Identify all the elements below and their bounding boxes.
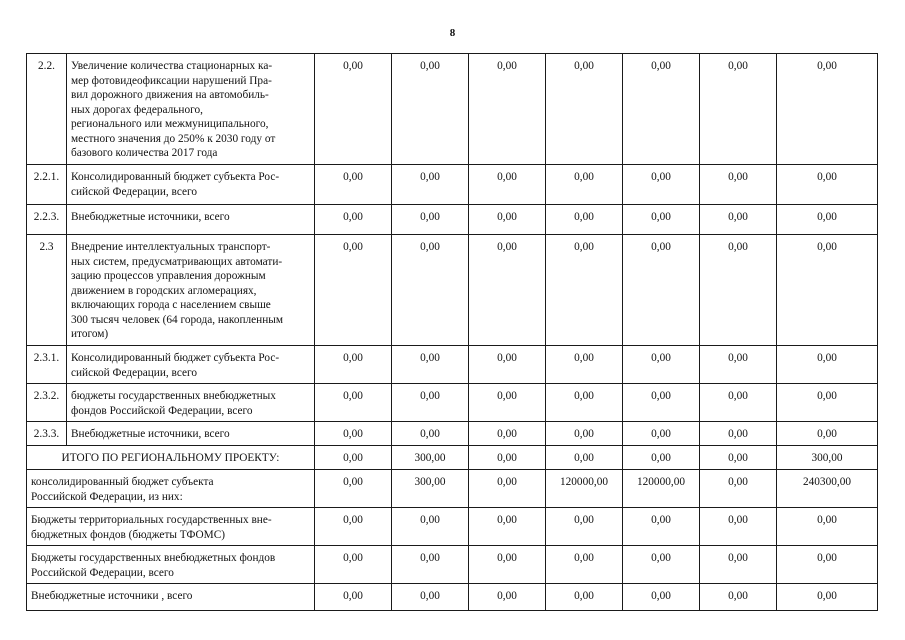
value-cell: 0,00 bbox=[546, 508, 623, 546]
value-cell: 0,00 bbox=[546, 584, 623, 611]
total-value-cell: 0,00 bbox=[469, 446, 546, 470]
table-row bbox=[27, 422, 878, 446]
value-cell: 0,00 bbox=[777, 205, 878, 235]
row-description: Внебюджетные источники, всего bbox=[67, 422, 315, 446]
value-cell: 0,00 bbox=[315, 165, 392, 205]
row-number: 2.3 bbox=[27, 235, 67, 346]
value-cell: 0,00 bbox=[546, 235, 623, 346]
value-cell: 0,00 bbox=[546, 205, 623, 235]
value-cell: 0,00 bbox=[315, 508, 392, 546]
value-cell: 0,00 bbox=[777, 584, 878, 611]
value-cell: 0,00 bbox=[469, 422, 546, 446]
value-cell: 0,00 bbox=[469, 584, 546, 611]
summary-label: Бюджеты территориальных государственных вне- бюджетных фондов (бюджеты ТФОМС) bbox=[27, 508, 315, 546]
value-cell: 0,00 bbox=[700, 584, 777, 611]
value-cell: 0,00 bbox=[700, 508, 777, 546]
value-cell: 120000,00 bbox=[623, 470, 700, 508]
value-cell: 0,00 bbox=[700, 165, 777, 205]
value-cell: 0,00 bbox=[392, 508, 469, 546]
value-cell: 0,00 bbox=[315, 546, 392, 584]
table-row bbox=[27, 235, 878, 346]
table-row bbox=[27, 205, 878, 235]
summary-row bbox=[27, 508, 878, 546]
row-number: 2.2.3. bbox=[27, 205, 67, 235]
table-body bbox=[27, 54, 878, 611]
value-cell: 0,00 bbox=[392, 235, 469, 346]
total-value-cell: 300,00 bbox=[392, 446, 469, 470]
value-cell: 0,00 bbox=[623, 235, 700, 346]
value-cell: 0,00 bbox=[315, 346, 392, 384]
row-description: Консолидированный бюджет субъекта Рос- сийской Федерации, всего bbox=[67, 165, 315, 205]
value-cell: 0,00 bbox=[700, 422, 777, 446]
table-row bbox=[27, 54, 878, 165]
value-cell: 0,00 bbox=[777, 235, 878, 346]
value-cell: 0,00 bbox=[623, 165, 700, 205]
value-cell: 0,00 bbox=[546, 546, 623, 584]
value-cell: 0,00 bbox=[315, 470, 392, 508]
value-cell: 0,00 bbox=[315, 235, 392, 346]
value-cell: 0,00 bbox=[546, 165, 623, 205]
table-row bbox=[27, 346, 878, 384]
summary-label: Внебюджетные источники , всего bbox=[27, 584, 315, 611]
value-cell: 0,00 bbox=[623, 584, 700, 611]
value-cell: 0,00 bbox=[546, 54, 623, 165]
row-description: бюджеты государственных внебюджетных фондов Российской Федерации, всего bbox=[67, 384, 315, 422]
value-cell: 0,00 bbox=[700, 54, 777, 165]
value-cell: 0,00 bbox=[392, 384, 469, 422]
value-cell: 0,00 bbox=[392, 346, 469, 384]
value-cell: 0,00 bbox=[469, 54, 546, 165]
total-value-cell: 0,00 bbox=[315, 446, 392, 470]
budget-table bbox=[26, 53, 878, 611]
value-cell: 0,00 bbox=[623, 54, 700, 165]
value-cell: 0,00 bbox=[315, 422, 392, 446]
value-cell: 0,00 bbox=[623, 422, 700, 446]
total-row bbox=[27, 446, 878, 470]
value-cell: 0,00 bbox=[469, 235, 546, 346]
value-cell: 0,00 bbox=[469, 384, 546, 422]
value-cell: 0,00 bbox=[777, 422, 878, 446]
value-cell: 0,00 bbox=[623, 346, 700, 384]
value-cell: 0,00 bbox=[777, 384, 878, 422]
value-cell: 0,00 bbox=[315, 54, 392, 165]
row-description: Консолидированный бюджет субъекта Рос- сийской Федерации, всего bbox=[67, 346, 315, 384]
value-cell: 0,00 bbox=[700, 205, 777, 235]
value-cell: 0,00 bbox=[392, 546, 469, 584]
value-cell: 0,00 bbox=[777, 546, 878, 584]
value-cell: 0,00 bbox=[700, 546, 777, 584]
value-cell: 0,00 bbox=[469, 470, 546, 508]
value-cell: 0,00 bbox=[700, 235, 777, 346]
total-value-cell: 0,00 bbox=[546, 446, 623, 470]
value-cell: 0,00 bbox=[623, 508, 700, 546]
value-cell: 240300,00 bbox=[777, 470, 878, 508]
value-cell: 0,00 bbox=[469, 205, 546, 235]
value-cell: 0,00 bbox=[546, 422, 623, 446]
row-description: Внедрение интеллектуальных транспорт- ных систем, предусматривающих автомати- зацию процессов управления дорожным движением в городских агломерациях, включающих города с населением свыше 300 тысяч человек (64 города, накопленным итогом) bbox=[67, 235, 315, 346]
value-cell: 0,00 bbox=[700, 346, 777, 384]
value-cell: 0,00 bbox=[469, 346, 546, 384]
summary-row bbox=[27, 470, 878, 508]
value-cell: 0,00 bbox=[315, 584, 392, 611]
value-cell: 0,00 bbox=[777, 165, 878, 205]
total-value-cell: 0,00 bbox=[623, 446, 700, 470]
value-cell: 0,00 bbox=[546, 384, 623, 422]
value-cell: 0,00 bbox=[469, 165, 546, 205]
value-cell: 0,00 bbox=[546, 346, 623, 384]
value-cell: 0,00 bbox=[392, 165, 469, 205]
summary-label: Бюджеты государственных внебюджетных фондов Российской Федерации, всего bbox=[27, 546, 315, 584]
row-number: 2.3.2. bbox=[27, 384, 67, 422]
value-cell: 0,00 bbox=[700, 384, 777, 422]
page-number: 8 bbox=[449, 27, 456, 39]
value-cell: 0,00 bbox=[777, 346, 878, 384]
value-cell: 0,00 bbox=[623, 546, 700, 584]
total-label: ИТОГО ПО РЕГИОНАЛЬНОМУ ПРОЕКТУ: bbox=[27, 446, 315, 470]
summary-row bbox=[27, 546, 878, 584]
value-cell: 0,00 bbox=[623, 205, 700, 235]
row-description: Увеличение количества стационарных ка- мер фотовидеофиксации нарушений Пра- вил дорожного движения на автомобиль- ных дорогах федерального, регионального или межмуниципального, местного значения до 250% к 2030 году от базового количества 2017 года bbox=[67, 54, 315, 165]
value-cell: 0,00 bbox=[315, 384, 392, 422]
total-value-cell: 0,00 bbox=[700, 446, 777, 470]
row-number: 2.2. bbox=[27, 54, 67, 165]
value-cell: 0,00 bbox=[700, 470, 777, 508]
value-cell: 0,00 bbox=[469, 508, 546, 546]
value-cell: 0,00 bbox=[623, 384, 700, 422]
row-number: 2.2.1. bbox=[27, 165, 67, 205]
total-value-cell: 300,00 bbox=[777, 446, 878, 470]
value-cell: 0,00 bbox=[315, 205, 392, 235]
table-row bbox=[27, 384, 878, 422]
row-number: 2.3.3. bbox=[27, 422, 67, 446]
value-cell: 0,00 bbox=[777, 508, 878, 546]
value-cell: 0,00 bbox=[777, 54, 878, 165]
row-description: Внебюджетные источники, всего bbox=[67, 205, 315, 235]
table-row bbox=[27, 165, 878, 205]
value-cell: 0,00 bbox=[392, 205, 469, 235]
value-cell: 0,00 bbox=[392, 54, 469, 165]
value-cell: 120000,00 bbox=[546, 470, 623, 508]
value-cell: 300,00 bbox=[392, 470, 469, 508]
value-cell: 0,00 bbox=[392, 584, 469, 611]
summary-row bbox=[27, 584, 878, 611]
summary-label: консолидированный бюджет субъекта Российской Федерации, из них: bbox=[27, 470, 315, 508]
value-cell: 0,00 bbox=[469, 546, 546, 584]
row-number: 2.3.1. bbox=[27, 346, 67, 384]
value-cell: 0,00 bbox=[392, 422, 469, 446]
